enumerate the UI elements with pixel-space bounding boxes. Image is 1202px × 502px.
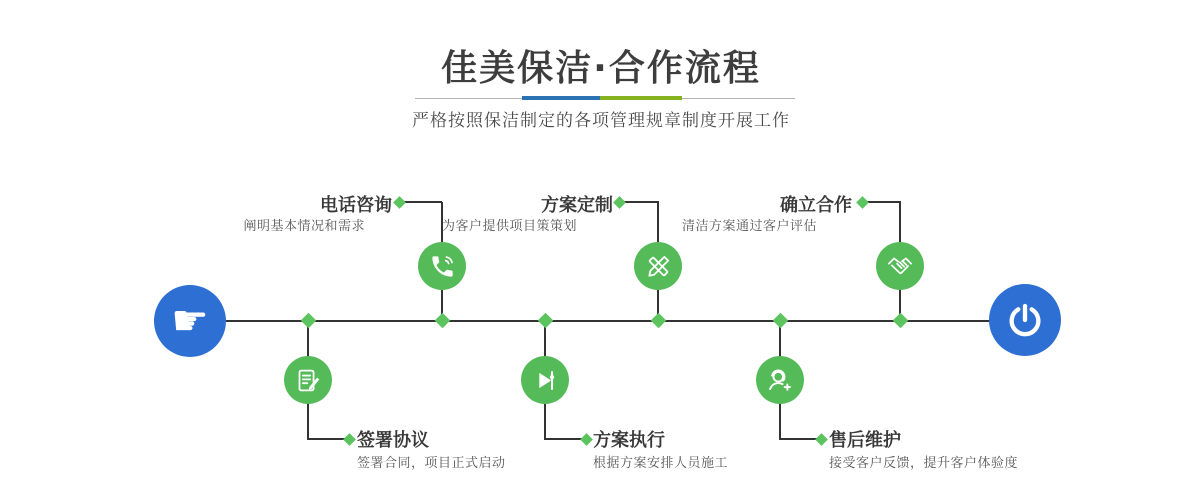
junction-diamond (435, 313, 451, 329)
step-title: 售后维护 (829, 430, 901, 451)
label-tip-diamond (613, 196, 626, 209)
step-title: 电话咨询 (320, 195, 392, 216)
step-title: 方案执行 (593, 430, 665, 451)
connector-line (544, 404, 546, 440)
step-node-phone (418, 242, 466, 290)
junction-diamond (651, 313, 667, 329)
label-tip-diamond (343, 433, 356, 446)
junction-diamond (893, 313, 909, 329)
junction-diamond (301, 313, 317, 329)
label-tip-diamond (393, 196, 406, 209)
connector-line (544, 438, 582, 440)
label-tip-diamond (815, 433, 828, 446)
step-description: 阐明基本情况和需求 (243, 219, 365, 234)
page-subtitle: 严格按照保洁制定的各项管理规章制度开展工作 (412, 111, 790, 131)
step-node-execution (521, 356, 569, 404)
connector-line (307, 438, 345, 440)
step-node-plan (634, 242, 682, 290)
phone-icon (429, 253, 456, 280)
connector-line (899, 202, 901, 242)
connector-line (867, 201, 901, 203)
step-description: 为客户提供项目策策划 (441, 219, 577, 234)
timeline-end-node (989, 284, 1061, 356)
connector-line (307, 404, 309, 440)
step-node-cooperation (876, 242, 924, 290)
label-tip-diamond (856, 196, 869, 209)
timeline-main-line (226, 320, 990, 322)
handshake-icon (886, 252, 914, 280)
pencil-ruler-icon (645, 253, 672, 280)
power-icon (1005, 300, 1045, 340)
step-node-contract (284, 356, 332, 404)
page-title: 佳美保洁·合作流程 (441, 48, 761, 89)
step-description: 清洁方案通过客户评估 (681, 219, 817, 234)
step-description: 接受客户反馈，提升客户体验度 (829, 456, 1019, 471)
connector-line (624, 201, 659, 203)
timeline-start-node (154, 285, 226, 357)
contract-icon (295, 367, 322, 394)
label-tip-diamond (580, 433, 593, 446)
divider-blue-segment (522, 96, 600, 100)
step-description: 根据方案安排人员施工 (593, 456, 729, 471)
junction-diamond (773, 313, 789, 329)
divider-green-segment (600, 96, 682, 100)
step-title: 确立合作 (780, 195, 852, 216)
step-title: 方案定制 (541, 195, 613, 216)
step-node-aftersales (756, 356, 804, 404)
junction-diamond (538, 313, 554, 329)
hand-pointer-icon: ☛ (171, 296, 209, 345)
customer-service-icon (766, 366, 794, 394)
connector-line (404, 201, 442, 203)
connector-line (657, 202, 659, 242)
step-description: 签署合同，项目正式启动 (357, 456, 506, 471)
step-title: 签署协议 (357, 430, 429, 451)
connector-line (779, 438, 817, 440)
title-divider (415, 96, 795, 101)
play-settings-icon (532, 367, 559, 394)
connector-line (779, 404, 781, 440)
